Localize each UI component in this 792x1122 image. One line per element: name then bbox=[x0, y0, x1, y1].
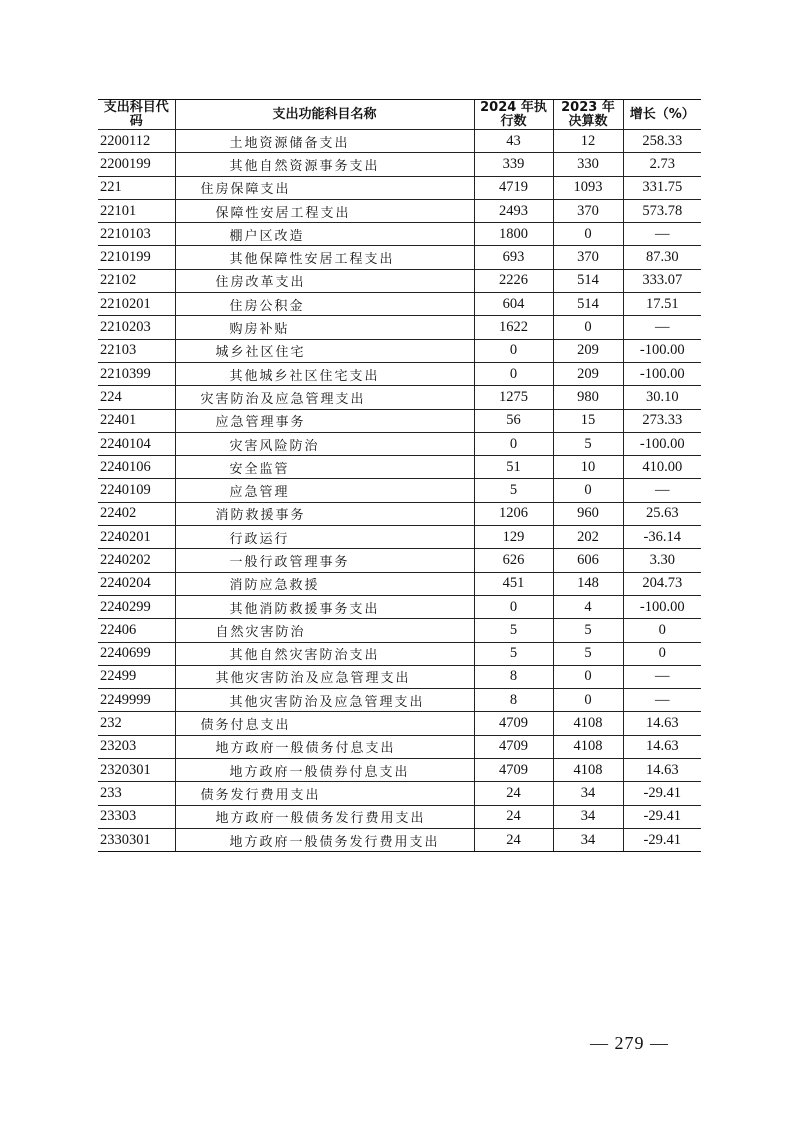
cell-growth: 30.10 bbox=[623, 386, 701, 409]
cell-2023: 1093 bbox=[553, 176, 623, 199]
cell-name: 安全监管 bbox=[175, 456, 474, 479]
cell-growth: 14.63 bbox=[623, 712, 701, 735]
cell-name: 购房补贴 bbox=[175, 316, 474, 339]
cell-growth: — bbox=[623, 689, 701, 712]
cell-2023: 330 bbox=[553, 153, 623, 176]
cell-2023: 0 bbox=[553, 479, 623, 502]
table-row bbox=[98, 479, 701, 502]
table-row bbox=[98, 153, 701, 176]
cell-2024: 8 bbox=[474, 665, 553, 688]
table-row bbox=[98, 712, 701, 735]
cell-name: 住房公积金 bbox=[175, 293, 474, 316]
cell-growth: -29.41 bbox=[623, 782, 701, 805]
cell-2023: 370 bbox=[553, 246, 623, 269]
cell-2024: 4709 bbox=[474, 735, 553, 758]
cell-2024: 4719 bbox=[474, 176, 553, 199]
cell-2023: 12 bbox=[553, 130, 623, 153]
cell-growth: 25.63 bbox=[623, 502, 701, 525]
cell-2024: 0 bbox=[474, 362, 553, 385]
cell-name: 其他保障性安居工程支出 bbox=[175, 246, 474, 269]
cell-2024: 0 bbox=[474, 432, 553, 455]
table-row bbox=[98, 130, 701, 153]
table-row bbox=[98, 316, 701, 339]
table-row bbox=[98, 828, 701, 851]
cell-growth: 573.78 bbox=[623, 199, 701, 222]
cell-2023: 370 bbox=[553, 199, 623, 222]
cell-growth: -29.41 bbox=[623, 805, 701, 828]
cell-name: 土地资源储备支出 bbox=[175, 130, 474, 153]
table-row bbox=[98, 199, 701, 222]
cell-code: 22499 bbox=[98, 665, 175, 688]
expenditure-table bbox=[98, 99, 701, 852]
page-number: — 279 — bbox=[590, 1033, 669, 1053]
cell-2024: 1206 bbox=[474, 502, 553, 525]
cell-2023: 15 bbox=[553, 409, 623, 432]
cell-2023: 960 bbox=[553, 502, 623, 525]
cell-growth: — bbox=[623, 479, 701, 502]
cell-2023: 5 bbox=[553, 432, 623, 455]
cell-name: 自然灾害防治 bbox=[175, 619, 474, 642]
table-row bbox=[98, 572, 701, 595]
cell-2024: 1275 bbox=[474, 386, 553, 409]
cell-2023: 514 bbox=[553, 293, 623, 316]
cell-2024: 339 bbox=[474, 153, 553, 176]
cell-2024: 451 bbox=[474, 572, 553, 595]
cell-name: 债务发行费用支出 bbox=[175, 782, 474, 805]
cell-2023: 148 bbox=[553, 572, 623, 595]
cell-growth: 14.63 bbox=[623, 759, 701, 782]
table-row bbox=[98, 339, 701, 362]
table-row bbox=[98, 176, 701, 199]
header-code: 支出科目代码 bbox=[98, 100, 175, 130]
cell-code: 2210199 bbox=[98, 246, 175, 269]
cell-growth: 410.00 bbox=[623, 456, 701, 479]
cell-2024: 604 bbox=[474, 293, 553, 316]
cell-growth: 87.30 bbox=[623, 246, 701, 269]
cell-2023: 202 bbox=[553, 526, 623, 549]
cell-code: 2240106 bbox=[98, 456, 175, 479]
table-row bbox=[98, 223, 701, 246]
cell-name: 其他城乡社区住宅支出 bbox=[175, 362, 474, 385]
cell-code: 2210399 bbox=[98, 362, 175, 385]
cell-2024: 626 bbox=[474, 549, 553, 572]
table-row bbox=[98, 619, 701, 642]
cell-2023: 4108 bbox=[553, 759, 623, 782]
cell-name: 保障性安居工程支出 bbox=[175, 199, 474, 222]
cell-growth: 3.30 bbox=[623, 549, 701, 572]
cell-code: 232 bbox=[98, 712, 175, 735]
cell-name: 灾害防治及应急管理支出 bbox=[175, 386, 474, 409]
cell-code: 2240699 bbox=[98, 642, 175, 665]
cell-growth: 331.75 bbox=[623, 176, 701, 199]
cell-2023: 4 bbox=[553, 595, 623, 618]
cell-growth: 258.33 bbox=[623, 130, 701, 153]
cell-2023: 0 bbox=[553, 689, 623, 712]
cell-code: 233 bbox=[98, 782, 175, 805]
cell-2024: 1800 bbox=[474, 223, 553, 246]
table-row bbox=[98, 665, 701, 688]
cell-growth: 0 bbox=[623, 619, 701, 642]
cell-name: 地方政府一般债务发行费用支出 bbox=[175, 805, 474, 828]
cell-code: 23203 bbox=[98, 735, 175, 758]
table-row bbox=[98, 689, 701, 712]
table-row bbox=[98, 526, 701, 549]
cell-2023: 5 bbox=[553, 642, 623, 665]
cell-name: 地方政府一般债务付息支出 bbox=[175, 735, 474, 758]
cell-code: 2240104 bbox=[98, 432, 175, 455]
cell-growth: -100.00 bbox=[623, 339, 701, 362]
cell-2023: 4108 bbox=[553, 735, 623, 758]
cell-code: 2210201 bbox=[98, 293, 175, 316]
cell-code: 2210103 bbox=[98, 223, 175, 246]
cell-2024: 56 bbox=[474, 409, 553, 432]
cell-code: 2240202 bbox=[98, 549, 175, 572]
cell-2023: 209 bbox=[553, 339, 623, 362]
cell-growth: 14.63 bbox=[623, 735, 701, 758]
cell-2024: 5 bbox=[474, 479, 553, 502]
table-row bbox=[98, 782, 701, 805]
cell-code: 2330301 bbox=[98, 828, 175, 851]
table-row bbox=[98, 269, 701, 292]
cell-2024: 24 bbox=[474, 805, 553, 828]
cell-2023: 980 bbox=[553, 386, 623, 409]
cell-2024: 24 bbox=[474, 828, 553, 851]
cell-growth: — bbox=[623, 316, 701, 339]
table-header bbox=[98, 100, 701, 130]
header-name: 支出功能科目名称 bbox=[175, 100, 474, 130]
cell-code: 22103 bbox=[98, 339, 175, 362]
cell-2024: 8 bbox=[474, 689, 553, 712]
header-growth: 增长（%） bbox=[623, 100, 701, 130]
cell-growth: — bbox=[623, 665, 701, 688]
cell-name: 地方政府一般债券付息支出 bbox=[175, 759, 474, 782]
cell-code: 22102 bbox=[98, 269, 175, 292]
cell-growth: 204.73 bbox=[623, 572, 701, 595]
table-row bbox=[98, 432, 701, 455]
cell-name: 住房保障支出 bbox=[175, 176, 474, 199]
cell-name: 一般行政管理事务 bbox=[175, 549, 474, 572]
cell-2024: 693 bbox=[474, 246, 553, 269]
cell-code: 221 bbox=[98, 176, 175, 199]
cell-2024: 2493 bbox=[474, 199, 553, 222]
cell-code: 2320301 bbox=[98, 759, 175, 782]
cell-growth: -29.41 bbox=[623, 828, 701, 851]
cell-2023: 34 bbox=[553, 782, 623, 805]
cell-2024: 129 bbox=[474, 526, 553, 549]
cell-2023: 606 bbox=[553, 549, 623, 572]
cell-2023: 34 bbox=[553, 828, 623, 851]
cell-name: 城乡社区住宅 bbox=[175, 339, 474, 362]
cell-growth: -100.00 bbox=[623, 595, 701, 618]
cell-2024: 5 bbox=[474, 619, 553, 642]
cell-code: 224 bbox=[98, 386, 175, 409]
cell-growth: -36.14 bbox=[623, 526, 701, 549]
cell-code: 22406 bbox=[98, 619, 175, 642]
header-row bbox=[98, 100, 701, 130]
cell-2023: 4108 bbox=[553, 712, 623, 735]
cell-growth: 0 bbox=[623, 642, 701, 665]
cell-code: 23303 bbox=[98, 805, 175, 828]
cell-2024: 43 bbox=[474, 130, 553, 153]
table-row bbox=[98, 502, 701, 525]
cell-2024: 24 bbox=[474, 782, 553, 805]
cell-name: 其他消防救援事务支出 bbox=[175, 595, 474, 618]
cell-2024: 0 bbox=[474, 595, 553, 618]
cell-name: 地方政府一般债务发行费用支出 bbox=[175, 828, 474, 851]
cell-code: 22402 bbox=[98, 502, 175, 525]
cell-code: 2249999 bbox=[98, 689, 175, 712]
cell-2024: 2226 bbox=[474, 269, 553, 292]
table-row bbox=[98, 735, 701, 758]
header-2024: 2024 年执行数 bbox=[474, 100, 553, 130]
cell-name: 债务付息支出 bbox=[175, 712, 474, 735]
cell-name: 其他灾害防治及应急管理支出 bbox=[175, 689, 474, 712]
cell-growth: 273.33 bbox=[623, 409, 701, 432]
cell-code: 2240201 bbox=[98, 526, 175, 549]
table-row bbox=[98, 642, 701, 665]
cell-name: 灾害风险防治 bbox=[175, 432, 474, 455]
cell-2023: 34 bbox=[553, 805, 623, 828]
cell-growth: -100.00 bbox=[623, 432, 701, 455]
cell-name: 消防应急救援 bbox=[175, 572, 474, 595]
cell-2023: 209 bbox=[553, 362, 623, 385]
cell-name: 其他自然灾害防治支出 bbox=[175, 642, 474, 665]
header-2023: 2023 年决算数 bbox=[553, 100, 623, 130]
cell-growth: 333.07 bbox=[623, 269, 701, 292]
cell-code: 2240204 bbox=[98, 572, 175, 595]
cell-2023: 0 bbox=[553, 665, 623, 688]
cell-name: 应急管理事务 bbox=[175, 409, 474, 432]
table-row bbox=[98, 386, 701, 409]
cell-2024: 1622 bbox=[474, 316, 553, 339]
cell-code: 2240109 bbox=[98, 479, 175, 502]
cell-growth: -100.00 bbox=[623, 362, 701, 385]
cell-name: 消防救援事务 bbox=[175, 502, 474, 525]
cell-2024: 4709 bbox=[474, 712, 553, 735]
table-row bbox=[98, 759, 701, 782]
cell-code: 2240299 bbox=[98, 595, 175, 618]
table-row bbox=[98, 595, 701, 618]
cell-code: 2200112 bbox=[98, 130, 175, 153]
cell-name: 行政运行 bbox=[175, 526, 474, 549]
table-body bbox=[98, 130, 701, 852]
table-row bbox=[98, 246, 701, 269]
cell-2023: 10 bbox=[553, 456, 623, 479]
cell-2023: 0 bbox=[553, 223, 623, 246]
table-row bbox=[98, 805, 701, 828]
cell-code: 2210203 bbox=[98, 316, 175, 339]
table-row bbox=[98, 293, 701, 316]
cell-name: 住房改革支出 bbox=[175, 269, 474, 292]
cell-2023: 0 bbox=[553, 316, 623, 339]
cell-growth: 2.73 bbox=[623, 153, 701, 176]
cell-name: 其他自然资源事务支出 bbox=[175, 153, 474, 176]
cell-code: 2200199 bbox=[98, 153, 175, 176]
table-row bbox=[98, 456, 701, 479]
cell-2024: 4709 bbox=[474, 759, 553, 782]
cell-growth: 17.51 bbox=[623, 293, 701, 316]
cell-2024: 5 bbox=[474, 642, 553, 665]
cell-growth: — bbox=[623, 223, 701, 246]
cell-name: 应急管理 bbox=[175, 479, 474, 502]
table-row bbox=[98, 409, 701, 432]
cell-2023: 514 bbox=[553, 269, 623, 292]
cell-code: 22101 bbox=[98, 199, 175, 222]
table-row bbox=[98, 549, 701, 572]
cell-2024: 51 bbox=[474, 456, 553, 479]
cell-name: 其他灾害防治及应急管理支出 bbox=[175, 665, 474, 688]
cell-2024: 0 bbox=[474, 339, 553, 362]
cell-2023: 5 bbox=[553, 619, 623, 642]
table-row bbox=[98, 362, 701, 385]
cell-name: 棚户区改造 bbox=[175, 223, 474, 246]
cell-code: 22401 bbox=[98, 409, 175, 432]
